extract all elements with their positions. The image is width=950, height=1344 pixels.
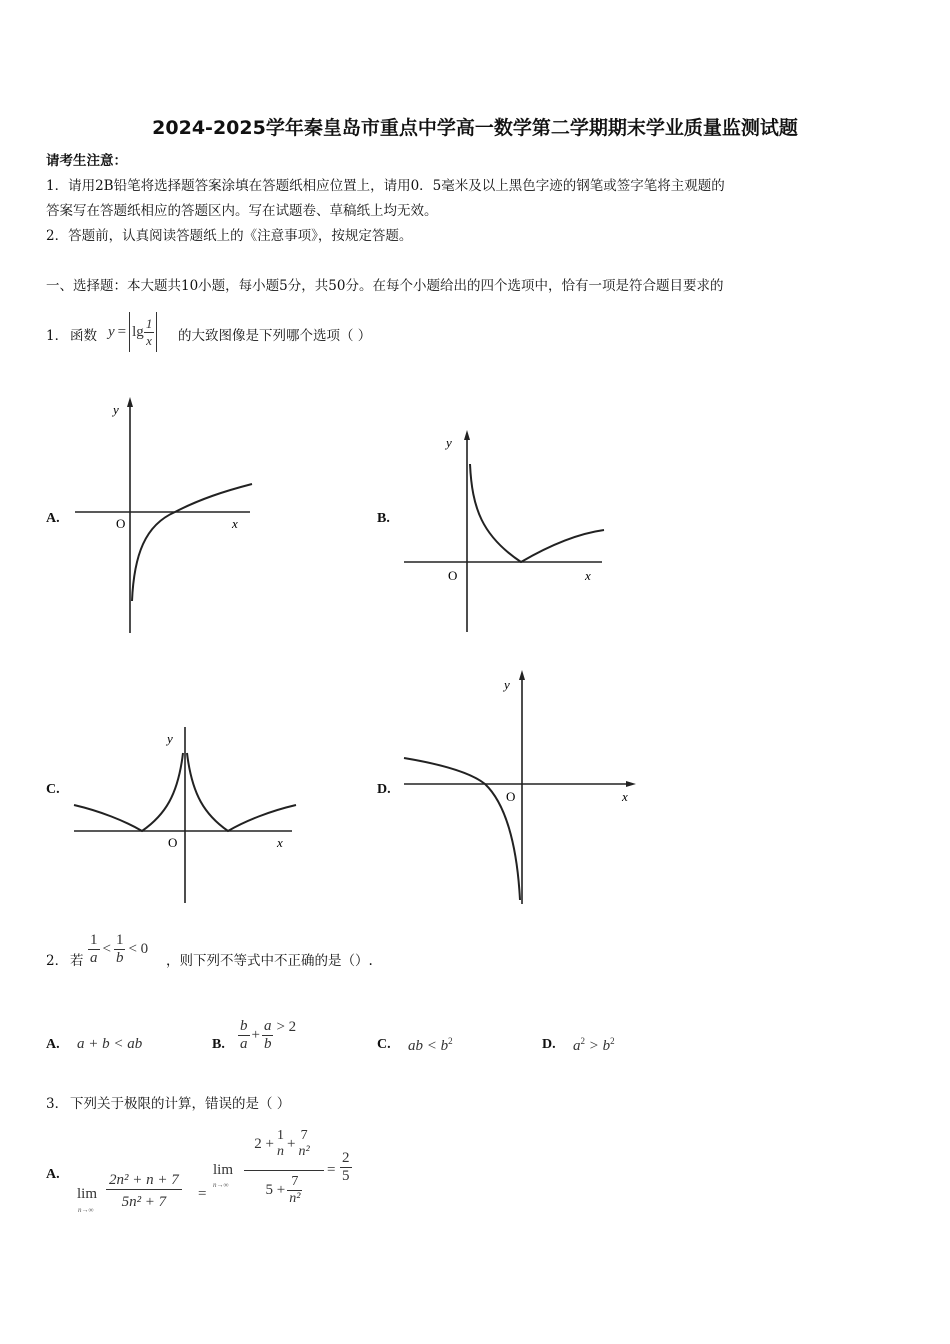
q2-option-a-label[interactable]: A. bbox=[46, 1037, 60, 1052]
q1-pre: 函数 bbox=[70, 328, 97, 344]
graph-d-x-arrow bbox=[626, 781, 636, 787]
q1-frac-num: 1 bbox=[145, 315, 153, 331]
graph-b-x-label: x bbox=[585, 568, 591, 583]
q2-cond-den-1: a bbox=[90, 949, 98, 966]
page-title: 2024-2025学年秦皇岛市重点中学高一数学第二学期期末学业质量监测试题 bbox=[152, 117, 798, 139]
q2-b-den-2: b bbox=[263, 1035, 272, 1052]
q3-frac-1-inner bbox=[106, 1172, 182, 1211]
graph-a-curve bbox=[132, 484, 252, 601]
q2-cond-den-2: b bbox=[115, 949, 124, 966]
q1-number: 1． bbox=[46, 328, 69, 344]
q3-lim-1-sub: n→∞ bbox=[78, 1206, 94, 1214]
q3-d2-num: 7 bbox=[291, 1174, 299, 1189]
graph-a bbox=[70, 395, 260, 635]
q3-lim-2: lim bbox=[213, 1162, 234, 1178]
q3-complex-fraction-bar bbox=[244, 1170, 324, 1171]
notice-line-1a: 1．请用2B铅笔将选择题答案涂填在答题纸相应位置上，请用0．5毫米及以上黑色字迹的钢笔或签字笔将主观题的 bbox=[46, 178, 725, 194]
q3-eq-2: = bbox=[327, 1162, 336, 1178]
q2-option-d-label[interactable]: D. bbox=[542, 1037, 556, 1052]
q2-cond-num-2: 1 bbox=[115, 931, 124, 948]
q3-n2-den-2: n² bbox=[298, 1144, 310, 1159]
graph-b-y-label: y bbox=[446, 435, 452, 450]
q3-eq-1: = bbox=[198, 1186, 207, 1202]
q2-d-a: a bbox=[573, 1038, 581, 1054]
graph-b bbox=[400, 428, 610, 634]
q3-complex-numerator bbox=[242, 1128, 324, 1160]
graph-a-origin: O bbox=[116, 516, 126, 531]
q2-d-exp-2: 2 bbox=[610, 1036, 615, 1046]
q3-number: 3． bbox=[46, 1096, 69, 1112]
q2-option-d-expr bbox=[573, 1036, 615, 1055]
q3-lim-1: lim bbox=[77, 1186, 98, 1202]
graph-d-curve bbox=[404, 758, 520, 900]
q2-c-exp: 2 bbox=[448, 1036, 453, 1046]
q2-cond-frac-2 bbox=[114, 932, 126, 967]
graph-d-y-arrow bbox=[519, 670, 525, 680]
q2-option-b-expr bbox=[238, 1010, 296, 1060]
q2-b-frac-2 bbox=[262, 1018, 274, 1053]
graph-c bbox=[70, 725, 300, 905]
q3-n2-a: 2 + bbox=[254, 1135, 275, 1152]
q3-n2-num-1: 1 bbox=[277, 1128, 285, 1143]
q2-number: 2． bbox=[46, 953, 69, 969]
q3-complex-denominator bbox=[250, 1174, 318, 1207]
notice-line-2: 2．答题前，认真阅读答题纸上的《注意事项》，按规定答题。 bbox=[46, 228, 413, 244]
graph-d-y-label: y bbox=[504, 677, 510, 692]
q2-option-c-expr bbox=[408, 1036, 453, 1055]
q1-formula-y: y bbox=[108, 323, 115, 340]
q3-text: 下列关于极限的计算，错误的是（ ） bbox=[70, 1096, 291, 1112]
q3-option-a-label[interactable]: A. bbox=[46, 1167, 60, 1182]
q3-d2-den: n² bbox=[289, 1191, 301, 1206]
graph-d bbox=[400, 668, 642, 906]
q2-c-base: ab < b bbox=[408, 1038, 449, 1054]
q2-b-num-1: b bbox=[240, 1017, 248, 1034]
graph-b-y-arrow bbox=[464, 430, 470, 440]
graph-c-x-label: x bbox=[277, 835, 283, 850]
graph-d-origin: O bbox=[506, 789, 516, 804]
q3-result-frac bbox=[340, 1150, 352, 1185]
graph-b-origin: O bbox=[448, 568, 458, 583]
q2-condition bbox=[88, 925, 148, 973]
q2-option-c-label[interactable]: C. bbox=[377, 1037, 391, 1052]
q2-b-num-2: a bbox=[263, 1017, 272, 1034]
graph-a-y-arrow bbox=[127, 397, 133, 407]
graph-b-curve bbox=[470, 464, 604, 562]
q3-result-num: 2 bbox=[342, 1150, 350, 1166]
q3-complex-num-row bbox=[242, 1128, 324, 1160]
q3-n2-frac-1 bbox=[275, 1128, 286, 1160]
q2-cond-tail: < 0 bbox=[128, 940, 149, 957]
q2-b-den-1: a bbox=[240, 1035, 248, 1052]
q3-frac-1-den: 5n² + 7 bbox=[106, 1189, 182, 1211]
q3-n2-b: + bbox=[287, 1135, 296, 1152]
q3-frac-1 bbox=[106, 1172, 182, 1211]
q2-post: ，则下列不等式中不正确的是（）. bbox=[166, 953, 373, 969]
graph-c-curve-left bbox=[74, 753, 183, 831]
q2-cond-lt: < bbox=[102, 940, 111, 957]
q1-abs-bars bbox=[129, 312, 157, 352]
q3-n2-den-1: n bbox=[277, 1144, 285, 1159]
q3-n2-num-2: 7 bbox=[300, 1128, 308, 1143]
q3-result-den: 5 bbox=[342, 1168, 350, 1184]
q1-formula-eq: = bbox=[117, 323, 127, 340]
q1-formula-lg: lg bbox=[132, 323, 144, 340]
q2-b-plus: + bbox=[251, 1026, 260, 1043]
section-heading: 一、选择题：本大题共10小题，每小题5分，共50分。在每个小题给出的四个选项中，恰有一项是符合题目要求的 bbox=[46, 278, 724, 294]
graph-c-origin: O bbox=[168, 835, 178, 850]
graph-c-curve-right bbox=[187, 753, 296, 831]
graph-a-y-label: y bbox=[113, 402, 119, 417]
q1-post: 的大致图像是下列哪个选项（ ） bbox=[178, 328, 372, 344]
q1-formula-frac bbox=[144, 316, 155, 349]
q3-result bbox=[340, 1150, 352, 1185]
q1-frac-den: x bbox=[144, 332, 155, 349]
q2-cond-frac-1 bbox=[88, 932, 100, 967]
graph-d-x-label: x bbox=[622, 789, 628, 804]
q2-cond-num-1: 1 bbox=[90, 931, 98, 948]
q2-b-tail: > 2 bbox=[276, 1018, 297, 1035]
notice-line-1b: 答案写在答题纸相应的答题区内。写在试题卷、草稿纸上均无效。 bbox=[46, 203, 438, 219]
q1-option-c[interactable]: C. bbox=[46, 782, 60, 797]
q2-b-frac-1 bbox=[238, 1018, 250, 1053]
q2-d-mid: > b bbox=[585, 1038, 611, 1054]
q2-pre: 若 bbox=[70, 953, 84, 969]
q1-formula bbox=[108, 312, 157, 352]
q3-lim-2-sub: n→∞ bbox=[213, 1181, 229, 1189]
q3-frac-1-num: 2n² + n + 7 bbox=[109, 1172, 179, 1188]
notice-heading: 请考生注意： bbox=[46, 153, 127, 169]
graph-c-y-label: y bbox=[167, 731, 173, 746]
q3-n2-frac-2 bbox=[296, 1128, 311, 1160]
q1-option-a[interactable]: A. bbox=[46, 511, 60, 526]
q1-option-b[interactable]: B. bbox=[377, 511, 390, 526]
q2-d-exp-1: 2 bbox=[580, 1036, 585, 1046]
q3-d2-frac bbox=[287, 1174, 302, 1207]
q3-d2-a: 5 + bbox=[265, 1182, 286, 1198]
q2-option-a-expr: a + b < ab bbox=[77, 1036, 143, 1052]
q1-option-d[interactable]: D. bbox=[377, 782, 391, 797]
graph-a-x-label: x bbox=[232, 516, 238, 531]
q2-option-b-label[interactable]: B. bbox=[212, 1037, 225, 1052]
